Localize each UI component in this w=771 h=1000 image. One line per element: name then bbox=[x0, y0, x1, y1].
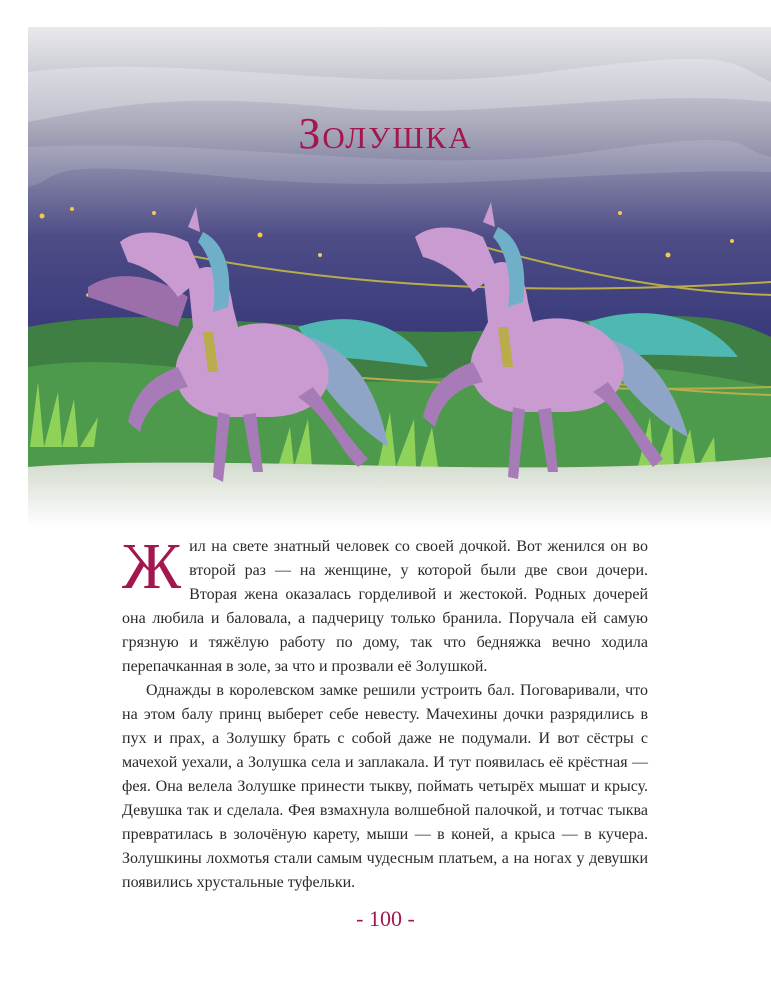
story-title: Золушка bbox=[298, 109, 473, 158]
story-text bbox=[122, 530, 648, 895]
page-number: - 100 - bbox=[356, 906, 415, 931]
drop-cap: Ж bbox=[122, 530, 182, 603]
paragraph bbox=[122, 530, 648, 679]
path-ground bbox=[28, 457, 771, 527]
illustration bbox=[28, 27, 771, 527]
horses-illustration bbox=[28, 27, 771, 527]
paragraph: Однажды в королевском замке решили устроить бал. Поговаривали, что на этом балу принц выберет себе невесту. Мачехины дочки разрядились в пух и прах, а Золушку брать с собой даже не подумали. И вот сёстры с мачехой уехали, а Золушка села и заплакала. И тут появилась её крёстная — фея. Она велела Золушке принести тыкву, поймать четырёх мышат и крысу. Девушка так и сделала. Фея взмахнула волшебной палочкой, и тотчас тыква превратилась в золочёную карету, мыши — в коней, а крыса — в кучера. Золушкины лохмотья стали самым чудесным платьем, а на ногах у девушки появились хрустальные туфельки. bbox=[122, 682, 648, 891]
paragraph-text: ил на свете знатный человек со своей дочкой. Вот женился он во второй раз — на женщине, у которой были две свои дочери. Вторая жена оказалась горделивой и жестокой. Родных дочерей она любила и баловала, а падчерицу только бранила. Поручала ей самую грязную и тяжёлую работу по дому, так что бедняжка вечно ходила перепачканная в золе, за что и прозвали её Золушкой. bbox=[122, 538, 648, 675]
